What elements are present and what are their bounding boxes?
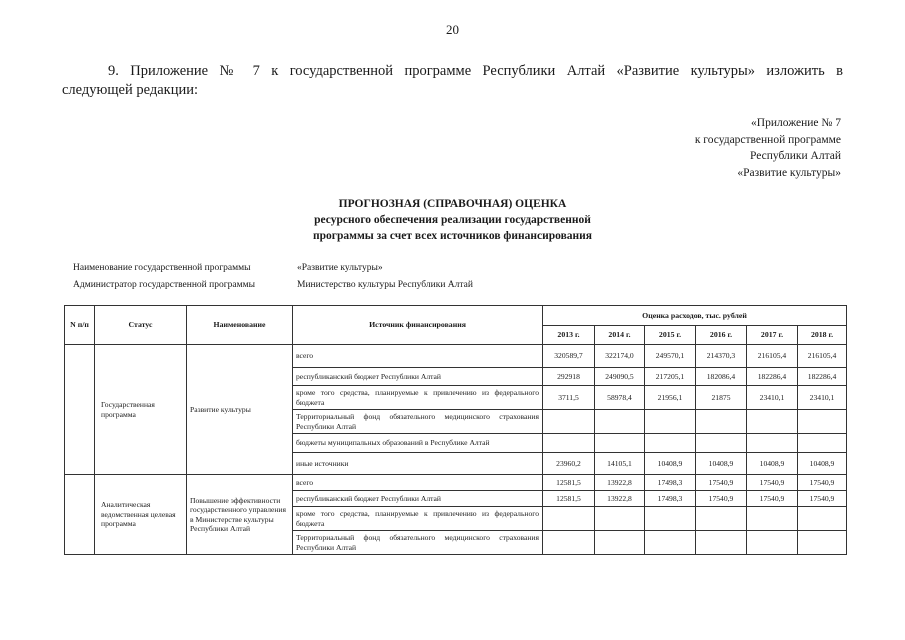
source-cell: республиканский бюджет Республики Алтай <box>293 368 543 386</box>
header-year: 2017 г. <box>747 326 798 345</box>
value-cell <box>798 434 847 453</box>
administrator-label: Администратор государственной программы <box>73 280 255 290</box>
header-name: Наименование <box>187 306 293 345</box>
value-cell: 182286,4 <box>747 368 798 386</box>
program-name-value: «Развитие культуры» <box>297 263 383 273</box>
header-estimate: Оценка расходов, тыс. рублей <box>543 306 847 326</box>
value-cell: 182286,4 <box>798 368 847 386</box>
intro-line-2: следующей редакции: <box>62 82 199 98</box>
value-cell <box>645 434 696 453</box>
value-cell <box>747 531 798 555</box>
value-cell <box>747 507 798 531</box>
header-num: N п/п <box>65 306 95 345</box>
title-line-3: программы за счет всех источников финансирования <box>312 230 593 242</box>
value-cell <box>798 410 847 434</box>
appendix-line-2: к государственной программе <box>694 133 841 146</box>
value-cell: 10408,9 <box>747 453 798 475</box>
source-cell: всего <box>293 345 543 368</box>
value-cell <box>595 507 645 531</box>
row-number-cell <box>65 345 95 475</box>
source-cell: республиканский бюджет Республики Алтай <box>293 491 543 507</box>
value-cell <box>543 410 595 434</box>
header-status: Статус <box>95 306 187 345</box>
value-cell: 23410,1 <box>747 386 798 410</box>
value-cell: 17540,9 <box>696 491 747 507</box>
intro-paragraph <box>62 62 843 100</box>
value-cell <box>696 507 747 531</box>
value-cell: 17540,9 <box>747 475 798 491</box>
value-cell: 17540,9 <box>798 475 847 491</box>
source-cell: всего <box>293 475 543 491</box>
value-cell: 23410,1 <box>798 386 847 410</box>
value-cell: 17540,9 <box>696 475 747 491</box>
value-cell <box>696 531 747 555</box>
value-cell <box>696 410 747 434</box>
value-cell <box>645 410 696 434</box>
value-cell <box>747 434 798 453</box>
page-number: 20 <box>446 22 459 37</box>
value-cell: 10408,9 <box>798 453 847 475</box>
name-cell: Повышение эффективности государственного управления в Министерстве культуры Республики Алтай <box>187 475 293 555</box>
header-year: 2015 г. <box>645 326 696 345</box>
value-cell <box>543 507 595 531</box>
value-cell: 249570,1 <box>645 345 696 368</box>
value-cell: 322174,0 <box>595 345 645 368</box>
value-cell <box>645 531 696 555</box>
header-year: 2014 г. <box>595 326 645 345</box>
value-cell: 58978,4 <box>595 386 645 410</box>
value-cell <box>747 410 798 434</box>
source-cell: иные источники <box>293 453 543 475</box>
title-line-1: ПРОГНОЗНАЯ (СПРАВОЧНАЯ) ОЦЕНКА <box>338 198 567 210</box>
administrator-value: Министерство культуры Республики Алтай <box>297 280 473 290</box>
document-title <box>0 196 905 244</box>
value-cell <box>645 507 696 531</box>
value-cell: 216105,4 <box>747 345 798 368</box>
value-cell: 292918 <box>543 368 595 386</box>
value-cell: 21875 <box>696 386 747 410</box>
value-cell: 214370,3 <box>696 345 747 368</box>
header-year: 2013 г. <box>543 326 595 345</box>
source-cell: бюджеты муниципальных образований в Республике Алтай <box>293 434 543 453</box>
status-cell: Государственная программа <box>95 345 187 475</box>
value-cell <box>595 531 645 555</box>
value-cell <box>696 434 747 453</box>
value-cell: 12581,5 <box>543 491 595 507</box>
financing-table <box>64 305 847 555</box>
value-cell: 21956,1 <box>645 386 696 410</box>
value-cell: 17498,3 <box>645 475 696 491</box>
name-cell: Развитие культуры <box>187 345 293 475</box>
title-line-2: ресурсного обеспечения реализации государственной <box>314 214 591 226</box>
appendix-reference <box>695 115 841 181</box>
value-cell: 10408,9 <box>645 453 696 475</box>
source-cell: Территориальный фонд обязательного медицинского страхования Республики Алтай <box>293 410 543 434</box>
program-name-label: Наименование государственной программы <box>73 263 251 273</box>
source-cell: Территориальный фонд обязательного медицинского страхования Республики Алтай <box>293 531 543 555</box>
value-cell: 17540,9 <box>747 491 798 507</box>
value-cell: 217205,1 <box>645 368 696 386</box>
value-cell <box>595 410 645 434</box>
value-cell: 17540,9 <box>798 491 847 507</box>
appendix-line-1: «Приложение № 7 <box>751 117 841 129</box>
value-cell: 12581,5 <box>543 475 595 491</box>
intro-line-1: 9. Приложение № 7 к государственной программе Республики Алтай «Развитие культуры» изложить в <box>108 63 843 79</box>
appendix-line-4: «Развитие культуры» <box>737 166 841 179</box>
value-cell: 13922,8 <box>595 491 645 507</box>
source-cell: кроме того средства, планируемые к привлечению из федерального бюджета <box>293 507 543 531</box>
value-cell <box>798 507 847 531</box>
row-number-cell <box>65 475 95 555</box>
status-cell: Аналитическая ведомственная целевая программа <box>95 475 187 555</box>
value-cell <box>595 434 645 453</box>
value-cell: 320589,7 <box>543 345 595 368</box>
source-cell: кроме того средства, планируемые к привлечению из федерального бюджета <box>293 386 543 410</box>
value-cell <box>798 531 847 555</box>
value-cell <box>543 434 595 453</box>
table-row <box>65 475 847 491</box>
value-cell <box>543 531 595 555</box>
value-cell: 182086,4 <box>696 368 747 386</box>
value-cell: 249090,5 <box>595 368 645 386</box>
header-source: Источник финансирования <box>293 306 543 345</box>
value-cell: 3711,5 <box>543 386 595 410</box>
header-year: 2018 г. <box>798 326 847 345</box>
value-cell: 10408,9 <box>696 453 747 475</box>
value-cell: 17498,3 <box>645 491 696 507</box>
header-year: 2016 г. <box>696 326 747 345</box>
value-cell: 14105,1 <box>595 453 645 475</box>
value-cell: 23960,2 <box>543 453 595 475</box>
appendix-line-3: Республики Алтай <box>749 150 841 162</box>
table-row <box>65 345 847 368</box>
value-cell: 216105,4 <box>798 345 847 368</box>
value-cell: 13922,8 <box>595 475 645 491</box>
